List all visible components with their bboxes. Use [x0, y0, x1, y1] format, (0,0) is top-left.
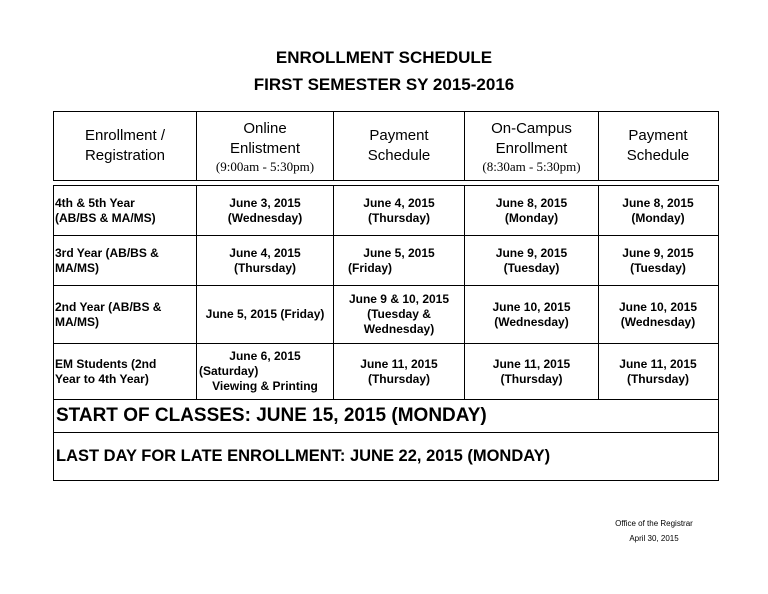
cell-line: (Thursday) — [500, 371, 563, 386]
cell-line: Viewing & Printing — [212, 379, 318, 393]
header-line: Schedule — [367, 147, 431, 164]
payment-cell-2 — [599, 286, 717, 343]
cell-line: (Saturday) — [199, 364, 259, 378]
cell-line: June 11, 2015 — [360, 356, 438, 371]
header-line: Enrollment / — [84, 127, 166, 144]
header-enrollment-registration — [54, 112, 197, 180]
late-enrollment-notice: LAST DAY FOR LATE ENROLLMENT: JUNE 22, 2015 (MONDAY) — [56, 446, 551, 465]
payment-cell-2 — [599, 344, 717, 399]
header-line: Payment — [369, 127, 429, 144]
header-payment-schedule-2 — [599, 112, 717, 180]
payment-cell — [334, 236, 465, 285]
header-line: On-Campus — [491, 119, 572, 137]
cell-line: MA/MS) — [55, 260, 99, 275]
group-cell — [54, 286, 197, 343]
cell-line: June 11, 2015 — [619, 356, 697, 371]
footer-office: Office of the Registrar — [615, 519, 693, 528]
oncampus-cell — [465, 236, 599, 285]
payment-cell — [334, 286, 465, 343]
group-cell — [54, 186, 197, 235]
cell-line: Wednesday) — [363, 322, 435, 336]
group-cell — [54, 344, 197, 399]
cell-line: (Friday) — [348, 260, 393, 275]
cell-line: June 5, 2015 (Friday) — [205, 307, 325, 321]
payment-cell-2 — [599, 186, 717, 235]
header-payment-schedule — [334, 112, 465, 180]
table-row — [54, 286, 718, 344]
cell-line: (Wednesday) — [620, 314, 696, 329]
cell-line: (Tuesday) — [503, 260, 560, 275]
cell-line: (Thursday) — [233, 260, 296, 275]
oncampus-cell — [465, 286, 599, 343]
cell-line: (AB/BS & MA/MS) — [55, 210, 156, 225]
header-line: Payment — [628, 127, 688, 144]
payment-cell — [334, 344, 465, 399]
payment-cell — [334, 186, 465, 235]
cell-line: (Tuesday & — [367, 307, 431, 321]
schedule-table — [53, 185, 719, 481]
header-line: Registration — [84, 147, 166, 164]
cell-line: (Thursday) — [367, 210, 430, 225]
cell-line: June 4, 2015 — [229, 245, 301, 260]
cell-line: June 10, 2015 — [492, 299, 571, 314]
cell-line: (Tuesday) — [630, 260, 686, 275]
cell-line: June 11, 2015 — [492, 356, 571, 371]
cell-line: 2nd Year (AB/BS & — [55, 299, 162, 314]
cell-line: Year to 4th Year) — [55, 371, 149, 386]
online-cell — [197, 344, 334, 399]
cell-line: June 9, 2015 — [495, 245, 568, 260]
header-on-campus-enrollment — [465, 112, 599, 180]
table-row — [54, 186, 718, 236]
oncampus-cell — [465, 186, 599, 235]
document-title: ENROLLMENT SCHEDULE — [275, 48, 493, 67]
header-line: Enlistment — [229, 139, 301, 157]
cell-line: (Wednesday) — [494, 314, 569, 329]
oncampus-cell — [465, 344, 599, 399]
header-line: Online — [243, 119, 287, 137]
online-cell — [197, 186, 334, 235]
footer-date: April 30, 2015 — [629, 534, 679, 543]
cell-line: June 9, 2015 — [622, 245, 694, 260]
cell-line: June 8, 2015 — [495, 195, 568, 210]
cell-line: June 10, 2015 — [618, 299, 698, 314]
cell-line: June 6, 2015 — [229, 349, 301, 363]
table-header — [53, 111, 719, 181]
cell-line: June 9 & 10, 2015 — [348, 292, 450, 306]
cell-line: (Monday) — [631, 210, 685, 225]
cell-line: (Thursday) — [626, 371, 689, 386]
cell-line: MA/MS) — [55, 314, 99, 329]
online-cell — [197, 236, 334, 285]
cell-line: EM Students (2nd — [55, 356, 157, 371]
cell-line: June 4, 2015 — [363, 195, 435, 210]
group-cell — [54, 236, 197, 285]
header-line: Enrollment — [495, 139, 568, 157]
cell-line: 3rd Year (AB/BS & — [55, 245, 159, 260]
cell-line: June 5, 2015 — [363, 245, 435, 260]
cell-line: June 8, 2015 — [622, 195, 694, 210]
header-online-enlistment — [197, 112, 334, 180]
cell-line: (Monday) — [504, 210, 559, 225]
online-cell — [197, 286, 334, 343]
header-line: Schedule — [626, 147, 690, 164]
cell-line: (Wednesday) — [227, 210, 303, 225]
cell-line: (Thursday) — [367, 371, 430, 386]
table-row — [54, 344, 718, 400]
document-subtitle: FIRST SEMESTER SY 2015-2016 — [253, 75, 515, 94]
cell-line: June 3, 2015 — [229, 195, 301, 210]
cell-line: 4th & 5th Year — [55, 195, 135, 210]
payment-cell-2 — [599, 236, 717, 285]
table-row — [54, 236, 718, 286]
header-time: (9:00am - 5:30pm) — [215, 158, 315, 174]
header-time: (8:30am - 5:30pm) — [482, 158, 581, 174]
start-of-classes-notice: START OF CLASSES: JUNE 15, 2015 (MONDAY) — [54, 400, 718, 433]
